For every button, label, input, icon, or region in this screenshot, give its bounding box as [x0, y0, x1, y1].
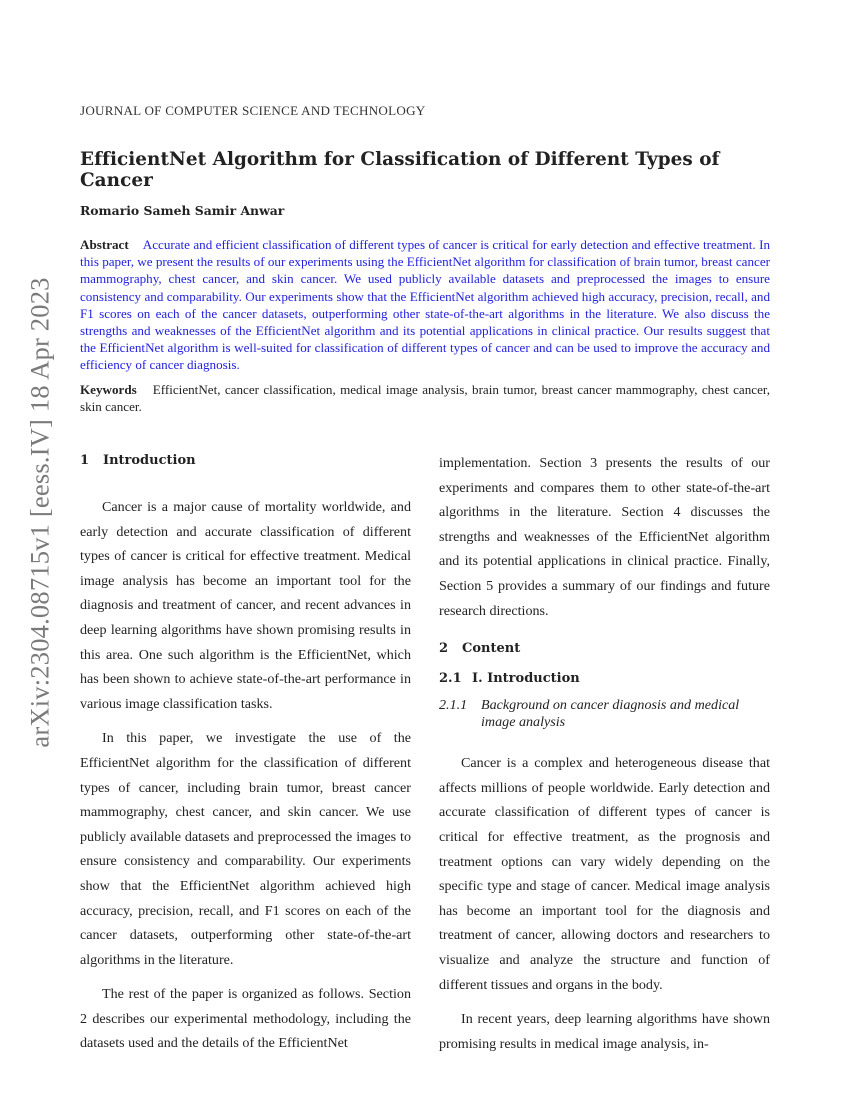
paragraph: Cancer is a complex and heterogeneous disease that affects millions of people worldwide. Early detection and accurate classification of different types of cancer is critical for effective treatment, as the prognosis and treatment options can vary widely depending on the specific type and stage of cancer. Medical image analysis has become an important tool for the diagnosis and treatment of cancer, allowing doctors and researchers to visualize and analyze the structure and function of different tissues and organs in the body.: [439, 755, 770, 993]
section-number: 1: [80, 453, 90, 468]
paragraph: implementation. Section 3 presents the results of our experiments and compares them to other state-of-the-art algorithms in the literature. Section 4 discusses the strengths and weaknesses of the EfficientNet algorithm and its potential applications in clinical practice. Finally, Section 5 provides a summary of our findings and future research directions.: [439, 455, 770, 619]
paragraph: In recent years, deep learning algorithms have shown promising results in medical image analysis, in-: [439, 1011, 770, 1052]
paragraph: In this paper, we investigate the use of the EfficientNet algorithm for the classification of different types of cancer, including brain tumor, breast cancer mammography, chest cancer, and skin cancer. We use publicly available datasets and preprocessed the images to ensure consistency and comparability. Our experiments show that the EfficientNet algorithm achieved high accuracy, precision, recall, and F1 scores on each of the cancer datasets, outperforming other state-of-the-art algorithms in the literature.: [80, 730, 411, 968]
subsubsection-title: Background on cancer diagnosis and medical image analysis: [481, 697, 740, 731]
section-heading-introduction: [80, 449, 411, 473]
paragraph: Cancer is a major cause of mortality worldwide, and early detection and accurate classification of different types of cancer is critical for effective treatment. Medical image analysis has become an important tool for the diagnosis and treatment of cancer, and recent advances in deep learning algorithms have shown promising results in this area. One such algorithm is the EfficientNet, which has been shown to achieve state-of-the-art performance in various image classification tasks.: [80, 499, 411, 712]
subsubsection-heading: [439, 697, 770, 731]
arxiv-stamp: [20, 262, 60, 762]
section-title: Content: [462, 641, 521, 657]
keywords: [80, 381, 770, 415]
section-heading-content: [439, 637, 770, 661]
keywords-label: Keywords: [80, 382, 137, 397]
abstract-text: Accurate and efficient classification of different types of cancer is critical for early detection and effective treatment. In this paper, we present the results of our experiments using the EfficientNet algorithm for classification of brain tumor, breast cancer mammography, chest cancer, and skin cancer. We used publicly available datasets and preprocessed the images to ensure consistency and comparability. Our experiments show that the EfficientNet algorithm achieved high accuracy, precision, recall, and F1 scores on each of the cancer datasets, outperforming other state-of-the-art algorithms in the literature. We also discuss the strengths and weaknesses of the EfficientNet algorithm and its potential applications in clinical practice. Our results suggest that the EfficientNet algorithm is well-suited for classification of different types of cancer and can be used to improve the accuracy and efficiency of cancer diagnosis.: [80, 237, 770, 373]
subsubsection-number: 2.1.1: [439, 697, 468, 714]
right-column: [439, 451, 770, 1066]
subsection-title: I. Introduction: [472, 671, 580, 687]
keywords-text: EfficientNet, cancer classification, medical image analysis, brain tumor, breast cancer mammography, chest cancer, skin cancer.: [80, 382, 770, 415]
journal-name: JOURNAL OF COMPUTER SCIENCE AND TECHNOLOGY: [80, 103, 426, 118]
paper-title: EfficientNet Algorithm for Classification of Different Types of Cancer: [80, 149, 720, 191]
section-number: 2: [439, 641, 449, 657]
arxiv-id: arXiv:2304.08715v1 [eess.IV] 18 Apr 2023: [24, 276, 55, 748]
paragraph: The rest of the paper is organized as follows. Section 2 describes our experimental methodology, including the datasets used and the details of the EfficientNet: [80, 986, 411, 1052]
abstract: [80, 236, 770, 374]
abstract-label: Abstract: [80, 237, 129, 252]
author-name: Romario Sameh Samir Anwar: [80, 203, 285, 218]
subsection-number: 2.1: [439, 671, 462, 687]
section-title: Introduction: [103, 453, 196, 468]
left-column: [80, 449, 411, 1066]
subsection-heading: [439, 667, 770, 691]
